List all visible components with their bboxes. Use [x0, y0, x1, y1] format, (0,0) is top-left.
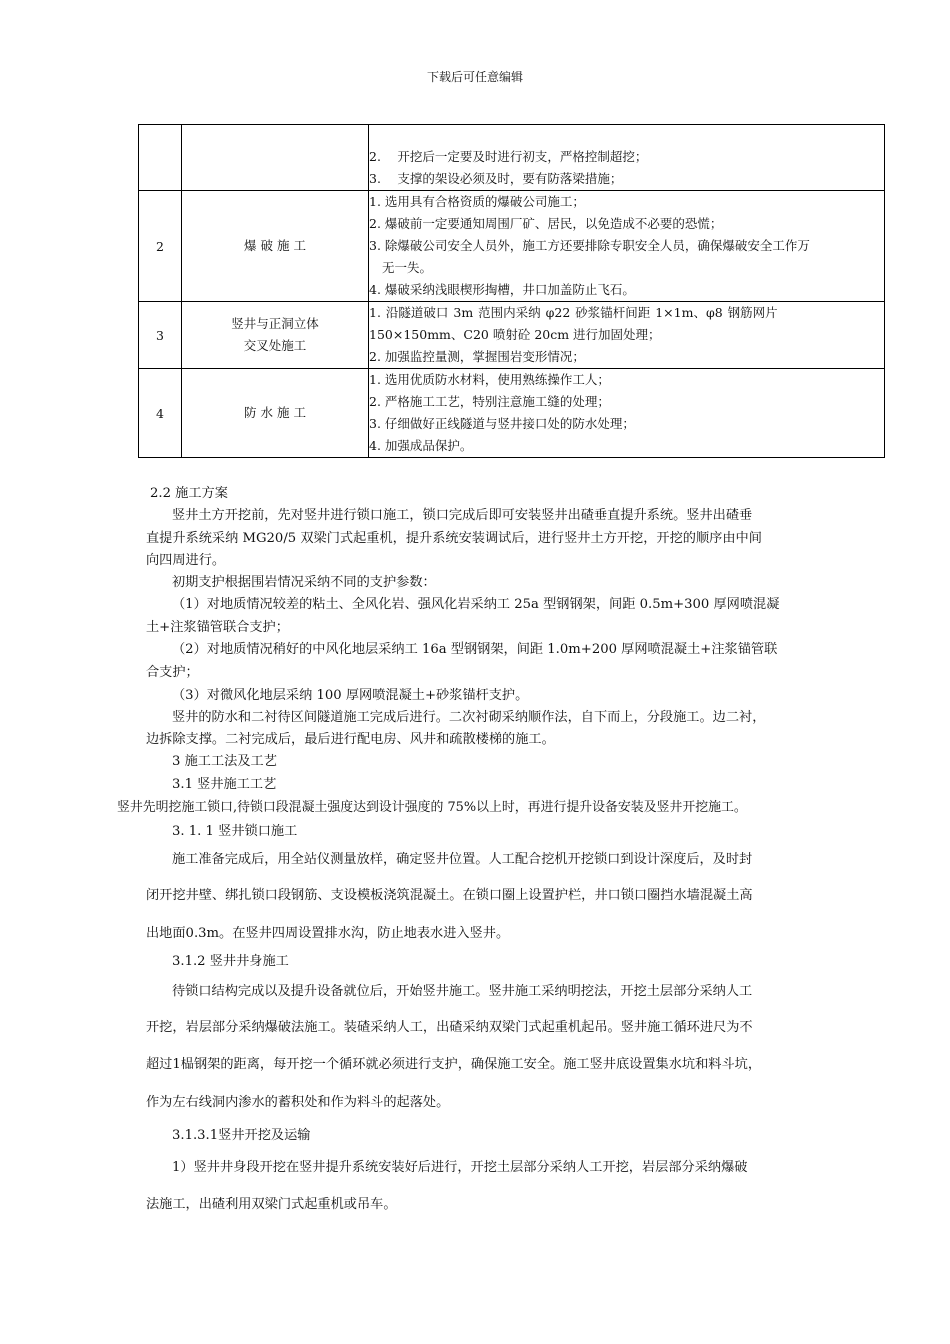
measure-line: 2. 开挖后一定要及时进行初支，严格控制超挖； — [369, 149, 648, 164]
paragraph-line: 出地面0.3m。在竖井四周设置排水沟，防止地表水进入竖井。 — [146, 926, 510, 941]
paragraph-line: 合支护； — [146, 665, 199, 680]
paragraph-line: 土+注浆锚管联合支护； — [146, 620, 289, 635]
measure-line: 3. 仔细做好正线隧道与竖井接口处的防水处理； — [369, 416, 635, 431]
section-heading: 3.1.2 竖井井身施工 — [172, 954, 289, 969]
row-measures — [369, 125, 885, 191]
row-item-name-line: 交叉处施工 — [243, 338, 307, 353]
measure-line: 3. 除爆破公司安全人员外，施工方还要排除专职安全人员，确保爆破安全工作万 — [369, 238, 810, 253]
row-item-name — [182, 191, 369, 302]
paragraph-line: （3）对微风化地层采纳 100 厚网喷混凝土+砂浆锚杆支护。 — [172, 688, 529, 703]
measure-line: 150×150mm、C20 喷射砼 20cm 进行加固处理； — [369, 327, 661, 342]
row-measures — [369, 369, 885, 458]
table-row — [139, 302, 885, 369]
row-number: 2 — [139, 191, 182, 302]
paragraph-line: 边拆除支撑。二衬完成后，最后进行配电房、风井和疏散楼梯的施工。 — [146, 732, 555, 747]
measure-line: 2. 加强监控量测，掌握围岩变形情况； — [369, 349, 585, 364]
row-number: 4 — [139, 369, 182, 458]
measure-line: 无一失。 — [382, 260, 433, 275]
paragraph-line: 超过1榀钢架的距离，每开挖一个循环就必须进行支护，确保施工安全。施工竖井底设置集水坑和料斗坑， — [146, 1057, 762, 1072]
row-measures — [369, 302, 885, 369]
paragraph-line: 作为左右线洞内渗水的蓄积处和作为料斗的起落处。 — [146, 1095, 450, 1110]
section-heading: 3.1 竖井施工工艺 — [172, 777, 277, 792]
measure-line: 3. 支撑的架设必须及时，要有防落梁措施； — [369, 171, 623, 186]
paragraph-line: 法施工，出碴利用双梁门式起重机或吊车。 — [146, 1197, 397, 1212]
section-heading: 3. 1. 1 竖井锁口施工 — [172, 824, 298, 839]
paragraph-line: 竖井先明挖施工锁口,待锁口段混凝土强度达到设计强度的 75%以上时，再进行提升设备安装及竖井开挖施工。 — [117, 800, 747, 815]
section-heading: 3.1.3.1竖井开挖及运输 — [172, 1128, 311, 1143]
paragraph-line: （2）对地质情况稍好的中风化地层采纳工 16a 型钢钢架，间距 1.0m+200 厚网喷混凝土+注浆锚管联 — [172, 642, 778, 657]
measure-line: 4. 爆破采纳浅眼楔形掏槽，井口加盖防止飞石。 — [369, 282, 635, 297]
measure-line: 1. 选用优质防水材料，使用熟练操作工人； — [369, 372, 610, 387]
table-row — [139, 191, 885, 302]
section-heading: 2.2 施工方案 — [150, 486, 228, 501]
table-row — [139, 125, 885, 191]
paragraph-line: 向四周进行。 — [146, 553, 226, 568]
paragraph-line: 1）竖井井身段开挖在竖井提升系统安装好后进行，开挖土层部分采纳人工开挖，岩层部分采纳爆破 — [172, 1160, 748, 1175]
page-header: 下载后可任意编辑 — [426, 70, 523, 84]
paragraph-line: （1）对地质情况较差的粘土、全风化岩、强风化岩采纳工 25a 型钢钢架，间距 0.5m+300 厚网喷混凝 — [172, 597, 780, 612]
paragraph-line: 直提升系统采纳 MG20/5 双梁门式起重机，提升系统安装调试后，进行竖井土方开挖，开挖的顺序由中间 — [146, 531, 762, 546]
measure-line: 4. 加强成品保护。 — [369, 438, 473, 453]
paragraph-line: 竖井的防水和二衬待区间隧道施工完成后进行。二次衬砌采纳顺作法，自下而上，分段施工。边二衬， — [172, 710, 766, 725]
paragraph-line: 待锁口结构完成以及提升设备就位后，开始竖井施工。竖井施工采纳明挖法，开挖土层部分采纳人工 — [172, 984, 753, 999]
paragraph-line: 施工准备完成后，用全站仪测量放样，确定竖井位置。人工配合挖机开挖锁口到设计深度后，及时封 — [172, 852, 753, 867]
construction-measures-table — [138, 124, 885, 458]
paragraph-line: 初期支护根据围岩情况采纳不同的支护参数： — [172, 575, 436, 590]
paragraph-line: 闭开挖井壁、绑扎锁口段钢筋、支设模板浇筑混凝土。在锁口圈上设置护栏，井口锁口圈挡水墙混凝土高 — [146, 888, 753, 903]
measure-line: 1. 选用具有合格资质的爆破公司施工； — [369, 194, 585, 209]
row-item-name-line: 竖井与正洞立体 — [231, 316, 319, 331]
row-measures — [369, 191, 885, 302]
row-item-name-line: 防 水 施 工 — [244, 405, 306, 420]
measure-line: 2. 严格施工工艺，特别注意施工缝的处理； — [369, 394, 610, 409]
row-number: 3 — [139, 302, 182, 369]
row-item-name-line: 爆 破 施 工 — [244, 238, 306, 253]
row-item-name — [182, 369, 369, 458]
row-number — [139, 125, 182, 191]
paragraph-line: 竖井土方开挖前，先对竖井进行锁口施工，锁口完成后即可安装竖井出碴垂直提升系统。竖井出碴垂 — [172, 508, 753, 523]
measure-line: 1. 沿隧道破口 3m 范围内采纳 φ22 砂浆锚杆间距 1×1m、φ8 钢筋网片 — [369, 305, 778, 320]
table-row — [139, 369, 885, 458]
row-item-name — [182, 302, 369, 369]
row-item-name — [182, 125, 369, 191]
section-heading: 3 施工工法及工艺 — [172, 754, 277, 769]
measure-line: 2. 爆破前一定要通知周围厂矿、居民，以免造成不必要的恐慌； — [369, 216, 723, 231]
paragraph-line: 开挖，岩层部分采纳爆破法施工。装碴采纳人工，出碴采纳双梁门式起重机起吊。竖井施工循环进尺为不 — [146, 1020, 753, 1035]
